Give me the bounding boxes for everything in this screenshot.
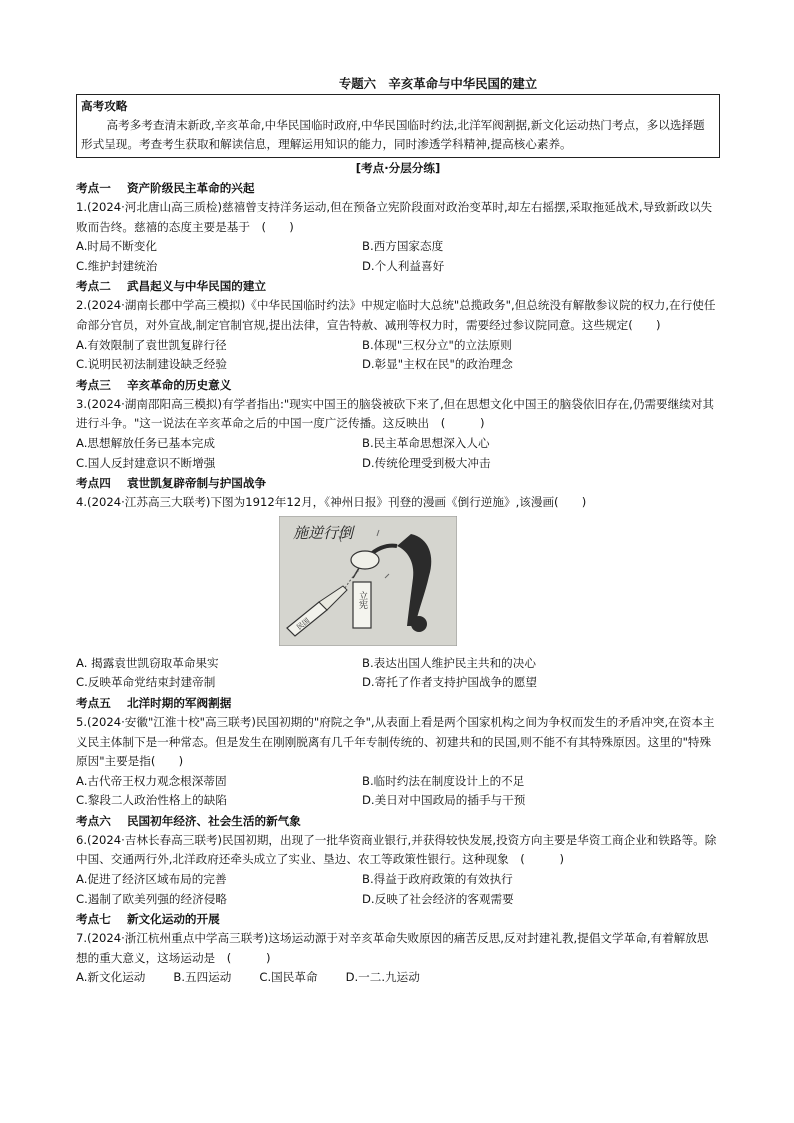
page bbox=[76, 74, 720, 988]
option-a[interactable]: A.有效限制了袁世凯复辟行径 bbox=[76, 337, 227, 352]
question-stem: 4.(2024·江苏高三大联考)下图为1912年12月，《神州日报》刊登的漫画《倒行逆施》,该漫画( ) bbox=[76, 495, 587, 510]
exam-point-label: 考点三 bbox=[76, 377, 111, 392]
strategy-heading: 高考攻略 bbox=[81, 99, 128, 113]
question-stem: 6.(2024·吉林长春高三联考)民国初期，出现了一批华资商业银行,并获得较快发展,投资方向主要是华资工商企业和铁路等。除中国、交通两行外,北洋政府还牵头成立了实业、垦边、农工等政策性银行。这种现象 ( ) bbox=[76, 832, 717, 867]
option-d[interactable]: D.反映了社会经济的客观需要 bbox=[362, 891, 514, 906]
option-a[interactable]: A. 揭露袁世凯窃取革命果实 bbox=[76, 655, 219, 670]
option-b[interactable]: B.民主革命思想深入人心 bbox=[362, 435, 490, 450]
option-d[interactable]: D.彰显"主权在民"的政治理念 bbox=[362, 357, 513, 372]
option-a[interactable]: A.思想解放任务已基本完成 bbox=[76, 435, 215, 450]
option-group bbox=[76, 336, 720, 375]
option-b[interactable]: B.临时约法在制度设计上的不足 bbox=[362, 773, 525, 788]
question-stem: 2.(2024·湖南长郡中学高三模拟)《中华民国临时约法》中规定临时大总统"总揽政务",但总统没有解散参议院的权力,在行使任命部分官员，对外宣战,制定官制官规,提出法律，宣告特赦、减刑等权力时，需要经过参议院同意。这些规定( ) bbox=[76, 298, 716, 332]
option-d[interactable]: D.传统伦理受到极大冲击 bbox=[362, 455, 491, 470]
option-c[interactable]: C.反映革命党结束封建帝制 bbox=[76, 675, 216, 690]
option-c[interactable]: C.黎段二人政治性格上的缺陷 bbox=[76, 793, 227, 808]
exam-point-label: 考点一 bbox=[76, 181, 111, 195]
question-stem: 5.(2024·安徽"江淮十校"高三联考)民国初期的"府院之争",从表面上看是两个国家机构之间为争权而发生的矛盾冲突,在资本主义民主体制下是一种常态。但是发生在刚刚脱离有几千年专制传统的、初建共和的民国,则不能不有其特殊原因。这里的"特殊原因"主要是指( ) bbox=[76, 714, 715, 769]
exam-point-label: 考点七 bbox=[76, 912, 111, 927]
option-b[interactable]: B.得益于政府政策的有效执行 bbox=[362, 872, 513, 887]
section-heading: [考点·分层分练] bbox=[355, 161, 441, 175]
exam-point-heading bbox=[76, 375, 720, 395]
exam-point-name: 袁世凯复辟帝制与护国战争 bbox=[126, 476, 267, 491]
option-b[interactable]: B.西方国家态度 bbox=[362, 239, 444, 254]
exam-point-name: 资产阶级民主革命的兴起 bbox=[126, 181, 255, 195]
strategy-body: 高考多考查清末新政,辛亥革命,中华民国临时政府,中华民国临时约法,北洋军阀割据,新文化运动热门考点，多以选择题形式呈现。考查考生获取和解读信息，理解运用知识的能力，同时渗透学科精神,提高核心素养。 bbox=[81, 118, 705, 151]
option-b[interactable]: B.五四运动 bbox=[173, 970, 232, 985]
strategy-box bbox=[76, 94, 720, 158]
option-a[interactable]: A.促进了经济区域布局的完善 bbox=[76, 872, 227, 887]
option-group bbox=[76, 654, 720, 693]
exam-point-name: 辛亥革命的历史意义 bbox=[126, 377, 232, 392]
exam-point-name: 北洋时期的军阀割据 bbox=[126, 695, 232, 710]
exam-point-heading bbox=[76, 693, 720, 713]
option-d[interactable]: D.一二.九运动 bbox=[345, 970, 420, 985]
option-a[interactable]: A.新文化运动 bbox=[76, 970, 146, 985]
option-group bbox=[76, 434, 720, 473]
exam-point-label: 考点四 bbox=[76, 476, 111, 491]
option-group bbox=[76, 870, 720, 909]
exam-point-heading bbox=[76, 909, 720, 929]
option-c[interactable]: C.遏制了欧美列强的经济侵略 bbox=[76, 891, 227, 906]
exam-point-heading bbox=[76, 276, 720, 296]
exam-point-name: 民国初年经济、社会生活的新气象 bbox=[126, 813, 301, 828]
option-c[interactable]: C.说明民初法制建设缺乏经验 bbox=[76, 357, 227, 372]
exam-point-label: 考点五 bbox=[76, 695, 111, 710]
exam-point-heading bbox=[76, 811, 720, 831]
exam-point-label: 考点六 bbox=[76, 813, 111, 828]
question-stem: 1.(2024·河北唐山高三质检)慈禧曾支持洋务运动,但在预备立宪阶段面对政治变革时,却左右摇摆,采取拖延战术,导致新政以失败而告终。慈禧的态度主要是基于 ( ) bbox=[76, 200, 713, 234]
option-b[interactable]: B.表达出国人维护民主共和的决心 bbox=[362, 655, 536, 670]
option-group bbox=[76, 237, 720, 276]
question-stem: 7.(2024·浙江杭州重点中学高三联考)这场运动源于对辛亥革命失败原因的痛苦反思,反对封建礼教,提倡文学革命,有着解放思想的重大意义，这场运动是 ( ) bbox=[76, 931, 709, 965]
option-b[interactable]: B.体现"三权分立"的立法原则 bbox=[362, 337, 512, 352]
cartoon-figure bbox=[279, 516, 457, 646]
question-stem: 3.(2024·湖南邵阳高三模拟)有学者指出:"现实中国王的脑袋被砍下来了,但在思想文化中国王的脑袋依旧存在,仍需要继续对其进行斗争。"这一说法在辛亥革命之后的中国一度广泛传播。这反映出 ( ) bbox=[76, 396, 715, 431]
exam-point-heading bbox=[76, 473, 720, 493]
cartoon-bottle-label: 民国 bbox=[295, 616, 312, 632]
option-a[interactable]: A.古代帝王权力观念根深蒂固 bbox=[76, 773, 227, 788]
option-d[interactable]: D.个人利益喜好 bbox=[362, 258, 445, 273]
exam-point-name: 新文化运动的开展 bbox=[126, 912, 220, 927]
option-d[interactable]: D.寄托了作者支持护国战争的愿望 bbox=[362, 675, 537, 690]
exam-point-heading bbox=[76, 178, 720, 198]
exam-point-name: 武昌起义与中华民国的建立 bbox=[126, 279, 267, 294]
cartoon-post-label: 立宪 bbox=[357, 590, 367, 609]
page-title: 专题六 辛亥革命与中华民国的建立 bbox=[338, 76, 538, 91]
option-a[interactable]: A.时局不断变化 bbox=[76, 239, 157, 254]
option-group bbox=[76, 968, 720, 988]
exam-point-label: 考点二 bbox=[76, 279, 111, 294]
option-c[interactable]: C.维护封建统治 bbox=[76, 258, 158, 273]
option-d[interactable]: D.美日对中国政局的插手与干预 bbox=[362, 793, 526, 808]
option-c[interactable]: C.国人反封建意识不断增强 bbox=[76, 455, 216, 470]
option-c[interactable]: C.国民革命 bbox=[259, 970, 318, 985]
option-group bbox=[76, 772, 720, 811]
cartoon-caption: 施逆行倒 bbox=[293, 523, 354, 542]
